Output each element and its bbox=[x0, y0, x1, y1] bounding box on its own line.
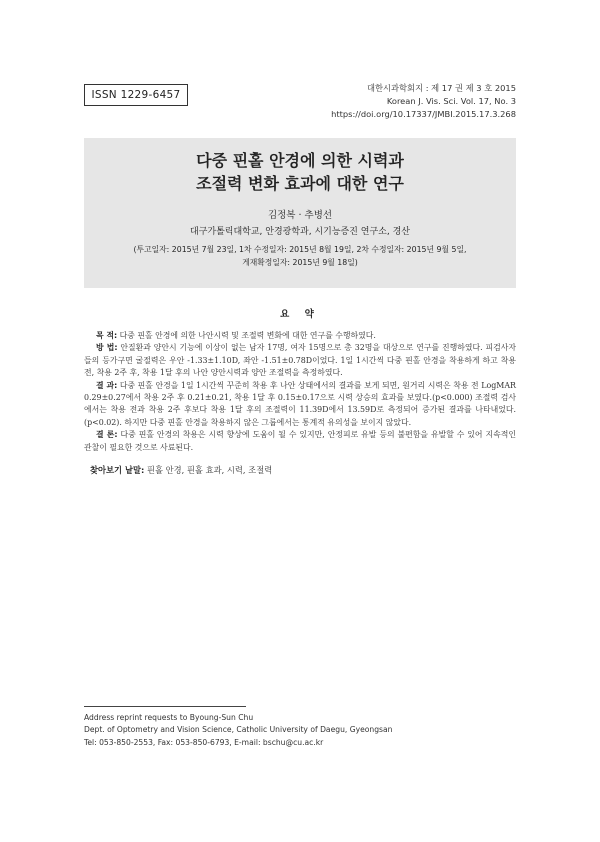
keywords-label: 찾아보기 낱말: bbox=[90, 465, 145, 476]
purpose-label: 목 적: bbox=[96, 331, 118, 340]
keywords-text: 핀홀 안경, 핀홀 효과, 시력, 조절력 bbox=[144, 465, 273, 476]
correspondence-footnote bbox=[84, 712, 392, 749]
results-text: 다중 핀홀 안경을 1일 1시간씩 꾸준히 착용 후 나안 상태에서의 결과를 보게 되면, 원거리 시력은 착용 전 LogMAR 0.29±0.27에서 착용 2주 후 0.21±0.21, 착용 1달 후 0.15±0.17으로 시력 상승의 효과를 보였다.(p<0.000) 조절력 검사에서는 착용 전과 착용 2주 후보다 착용 1달 후의 조절력이 11.39D에서 13.59D로 측정되어 증가된 결과를 나타내었다.(p<0.02). 하지만 다중 핀홀 안경을 착용하지 않은 그룹에서는 통계적 유의성을 보이지 않았다. bbox=[84, 380, 516, 427]
footnote-divider bbox=[84, 706, 246, 707]
footnote-line-2: Dept. of Optometry and Vision Science, Catholic University of Daegu, Gyeongsan bbox=[84, 725, 393, 735]
dates-line-1: (투고일자: 2015년 7월 23일, 1차 수정일자: 2015년 8월 19일, 2차 수정일자: 2015년 9월 5일, bbox=[133, 245, 467, 254]
doi-link[interactable]: https://doi.org/10.17337/JMBI.2015.17.3.268 bbox=[331, 109, 516, 119]
abstract-results bbox=[84, 380, 516, 430]
methods-label: 방 법: bbox=[96, 343, 118, 353]
journal-english-citation: Korean J. Vis. Sci. Vol. 17, No. 3 bbox=[386, 96, 516, 106]
methods-text: 안질환과 양안시 기능에 이상이 없는 남자 17명, 여자 15명으로 총 32명을 대상으로 연구를 진행하였다. 피검사자들의 등가구면 굴절력은 우안 -1.33±1.10D, 좌안 -1.51±0.78D이었다. 1일 1시간씩 다중 핀홀 안경을 착용하게 하고 착용 전, 착용 2주 후, 착용 1달 후의 나안 양안시력과 양안 조절력을 측정하였다. bbox=[84, 343, 517, 378]
abstract-heading: 요 약 bbox=[280, 309, 320, 320]
footnote-line-1: Address reprint requests to Byoung-Sun Chu bbox=[84, 713, 254, 722]
abstract-purpose bbox=[84, 330, 516, 342]
abstract-section bbox=[84, 308, 516, 477]
title-line-2: 조절력 변화 효과에 대한 연구 bbox=[196, 174, 404, 193]
journal-korean-citation: 대한시과학회지 : 제 17 권 제 3 호 2015 bbox=[366, 83, 516, 93]
title-block bbox=[84, 138, 516, 288]
issn-box: ISSN 1229-6457 bbox=[84, 84, 188, 106]
abstract-methods bbox=[84, 342, 516, 379]
authors: 김정복 · 추병선 bbox=[267, 210, 333, 221]
conclusion-label: 결 론: bbox=[96, 430, 118, 440]
results-label: 결 과: bbox=[96, 380, 118, 390]
paper-title bbox=[84, 149, 516, 195]
keywords bbox=[84, 464, 516, 477]
conclusion-text: 다중 핀홀 안경의 착용은 시력 향상에 도움이 될 수 있지만, 안정피로 유발 등의 불편함을 유발할 수 있어 지속적인 관찰이 필요한 것으로 사료된다. bbox=[84, 430, 516, 452]
journal-info bbox=[331, 82, 516, 121]
abstract-conclusion bbox=[84, 429, 516, 454]
affiliation: 대구가톨릭대학교, 안경광학과, 시기능증진 연구소, 경산 bbox=[190, 227, 410, 237]
purpose-text: 다중 핀홀 안경에 의한 나안시력 및 조절력 변화에 대한 연구를 수행하였다. bbox=[117, 331, 376, 340]
title-line-1: 다중 핀홀 안경에 의한 시력과 bbox=[196, 151, 404, 170]
footnote-line-3: Tel: 053-850-2553, Fax: 053-850-6793, E-mail: bschu@cu.ac.kr bbox=[84, 737, 324, 747]
dates-line-2: 게재확정일자: 2015년 9월 18일) bbox=[242, 258, 358, 267]
submission-dates bbox=[84, 243, 516, 269]
